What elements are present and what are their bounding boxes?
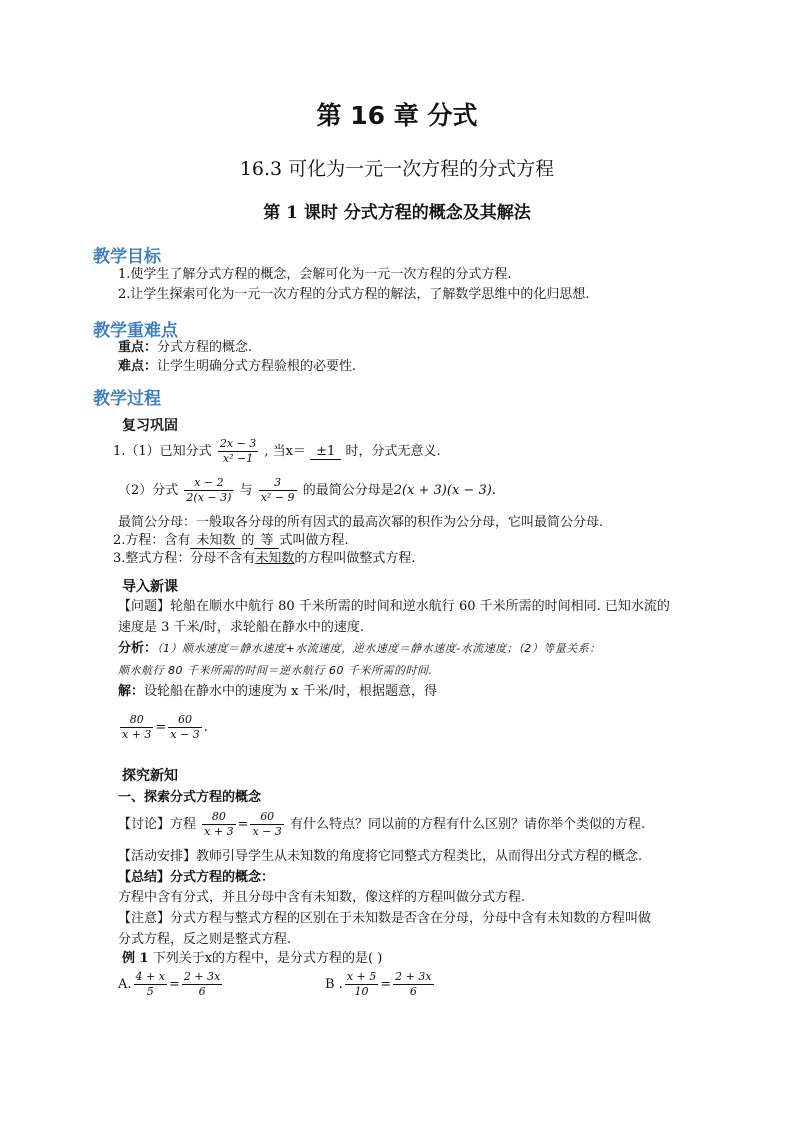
q1-mid: , 当x＝ <box>264 444 306 459</box>
analysis-label: 分析： <box>118 641 158 656</box>
solution-line <box>118 683 437 701</box>
eq-def-blank-2: 等 <box>254 533 279 549</box>
q1-frac-num: 2x − 3 <box>219 437 257 450</box>
problem-line-1: 【问题】轮船在顺水中航行 80 千米所需的时间和逆水航行 60 千米所需的时间相同. 已知水流的 <box>118 599 670 614</box>
equation-definition <box>113 532 349 550</box>
example-label: 例 1 <box>122 951 149 966</box>
goals-heading: 教学目标 <box>93 247 161 267</box>
eq-def-mid: 的 <box>241 533 255 548</box>
discuss-num-1: 80 <box>211 810 226 823</box>
int-def-underlined: 未知数 <box>255 551 295 566</box>
summary-label: 【总结】分式方程的概念： <box>118 870 275 885</box>
intro-eq-sign: = <box>155 720 167 735</box>
option-b-eq: = <box>380 977 392 992</box>
q1-frac-den: x² −1 <box>218 451 258 466</box>
eq-def-prefix: 2.方程：含有 <box>113 533 191 548</box>
option-a-frac-2 <box>182 970 222 999</box>
focus-line <box>118 339 252 357</box>
discuss-line <box>118 810 645 839</box>
q2-fraction-1 <box>184 476 233 505</box>
q1-prefix: 1.（1）已知分式 <box>113 444 212 459</box>
integral-equation-definition <box>113 550 416 568</box>
solution-text: 设轮船在静水中的速度为 x 千米/时，根据题意，得 <box>144 684 437 699</box>
intro-eq-left-num: 80 <box>129 713 144 726</box>
intro-eq-left-den: x + 3 <box>122 728 152 741</box>
q1-suffix: 时，分式无意义. <box>345 444 441 459</box>
activity-line: 【活动安排】教师引导学生从未知数的角度将它同整式方程类比，从而得出分式方程的概念. <box>118 849 643 864</box>
q2-suffix: 的最简公分母是 <box>302 483 394 498</box>
option-b-num-2: 2 + 3x <box>395 970 432 983</box>
intro-eq-right-num: 60 <box>178 713 193 726</box>
int-def-suffix: 的方程叫做整式方程. <box>294 551 416 566</box>
option-a-num-1: 4 + x <box>135 970 165 983</box>
explore-heading: 探究新知 <box>122 768 178 784</box>
intro-equation <box>118 713 208 742</box>
q2-frac1-den: 2(x − 3) <box>186 491 232 504</box>
option-a-label: A. <box>118 977 132 992</box>
q1-answer: ±1 <box>310 444 341 460</box>
solution-label: 解： <box>118 684 145 699</box>
option-b-num-1: x + 5 <box>346 970 377 983</box>
difficulty-text: 让学生明确分式方程验根的必要性. <box>157 359 357 374</box>
q1-fraction <box>218 437 258 466</box>
discuss-prefix: 【讨论】方程 <box>118 817 197 832</box>
difficulty-line <box>118 358 356 376</box>
q2-frac1-num: x − 2 <box>194 476 224 489</box>
option-a-num-2: 2 + 3x <box>183 970 221 983</box>
q2-frac2-num: 3 <box>274 476 282 489</box>
option-a <box>118 970 224 999</box>
intro-heading: 导入新课 <box>122 579 178 595</box>
lcd-definition: 最简公分母：一般取各分母的所有因式的最高次幂的积作为公分母，它叫最简公分母. <box>118 515 604 530</box>
q2-mid: 与 <box>239 483 253 498</box>
discuss-den-2: x − 3 <box>252 825 282 838</box>
chapter-title: 第 16 章 分式 <box>316 101 478 130</box>
process-heading: 教学过程 <box>93 389 161 409</box>
review-q2 <box>118 476 496 505</box>
option-b-frac-2 <box>393 970 433 999</box>
intro-eq-right <box>168 713 201 742</box>
q2-prefix: （2）分式 <box>118 483 179 498</box>
option-b <box>325 970 436 999</box>
explore-sub-heading: 一、探索分式方程的概念 <box>118 790 262 805</box>
goal-item: 1.使学生了解分式方程的概念，会解可化为一元一次方程的分式方程. <box>118 267 512 282</box>
discuss-num-2: 60 <box>260 810 275 823</box>
option-b-den-1: 10 <box>345 984 378 999</box>
discuss-frac-1 <box>202 810 235 839</box>
option-a-eq: = <box>168 977 180 992</box>
analysis-line-1 <box>118 640 601 658</box>
option-a-den-1: 5 <box>134 984 167 999</box>
discuss-frac-2 <box>250 810 283 839</box>
discuss-eq: = <box>237 817 249 832</box>
int-def-prefix: 3.整式方程：分母不含有 <box>113 551 256 566</box>
q2-fraction-2 <box>259 476 297 505</box>
analysis-text-1: （1）顺水速度＝静水速度+水流速度，逆水速度＝静水速度-水流速度；（2）等量关系： <box>157 642 601 655</box>
option-b-den-2: 6 <box>393 984 433 999</box>
example-text: 下列关于x的方程中，是分式方程的是( ) <box>152 951 383 966</box>
note-line-2: 分式方程，反之则是整式方程. <box>118 932 292 947</box>
focus-text: 分式方程的概念. <box>157 340 253 355</box>
intro-eq-right-den: x − 3 <box>170 728 200 741</box>
difficulty-label: 难点： <box>118 359 158 374</box>
option-b-label: B . <box>325 977 343 992</box>
focus-label: 重点： <box>118 340 158 355</box>
lesson-title: 第 1 课时 分式方程的概念及其解法 <box>263 203 531 223</box>
review-q1 <box>113 437 441 466</box>
discuss-suffix: 有什么特点？同以前的方程有什么区别？请你举个类似的方程. <box>290 817 646 832</box>
analysis-line-2: 顺水航行 80 千米所需的时间＝逆水航行 60 千米所需的时间. <box>118 664 433 677</box>
option-a-frac-1 <box>134 970 167 999</box>
q2-answer: 2(x + 3)(x − 3) <box>393 483 492 498</box>
intro-eq-left <box>120 713 153 742</box>
option-a-den-2: 6 <box>182 984 222 999</box>
intro-eq-end: . <box>203 720 208 735</box>
option-b-frac-1 <box>345 970 378 999</box>
eq-def-blank-1: 未知数 <box>190 533 241 549</box>
note-line-1: 【注意】分式方程与整式方程的区别在于未知数是否含在分母，分母中含有未知数的方程叫做 <box>118 911 652 926</box>
q2-end: . <box>491 483 496 498</box>
q2-frac2-den: x² − 9 <box>260 491 295 504</box>
eq-def-suffix: 式叫做方程. <box>279 533 349 548</box>
example-line <box>122 950 382 968</box>
review-heading: 复习巩固 <box>122 418 178 434</box>
goal-item: 2.让学生探索可化为一元一次方程的分式方程的解法，了解数学思维中的化归思想. <box>118 287 590 302</box>
summary-text: 方程中含有分式，并且分母中含有未知数，像这样的方程叫做分式方程. <box>118 890 526 905</box>
section-title: 16.3 可化为一元一次方程的分式方程 <box>239 158 555 180</box>
key-points-heading: 教学重难点 <box>93 321 178 341</box>
problem-line-2: 速度是 3 千米/时，求轮船在静水中的速度. <box>118 620 365 635</box>
discuss-den-1: x + 3 <box>204 825 234 838</box>
